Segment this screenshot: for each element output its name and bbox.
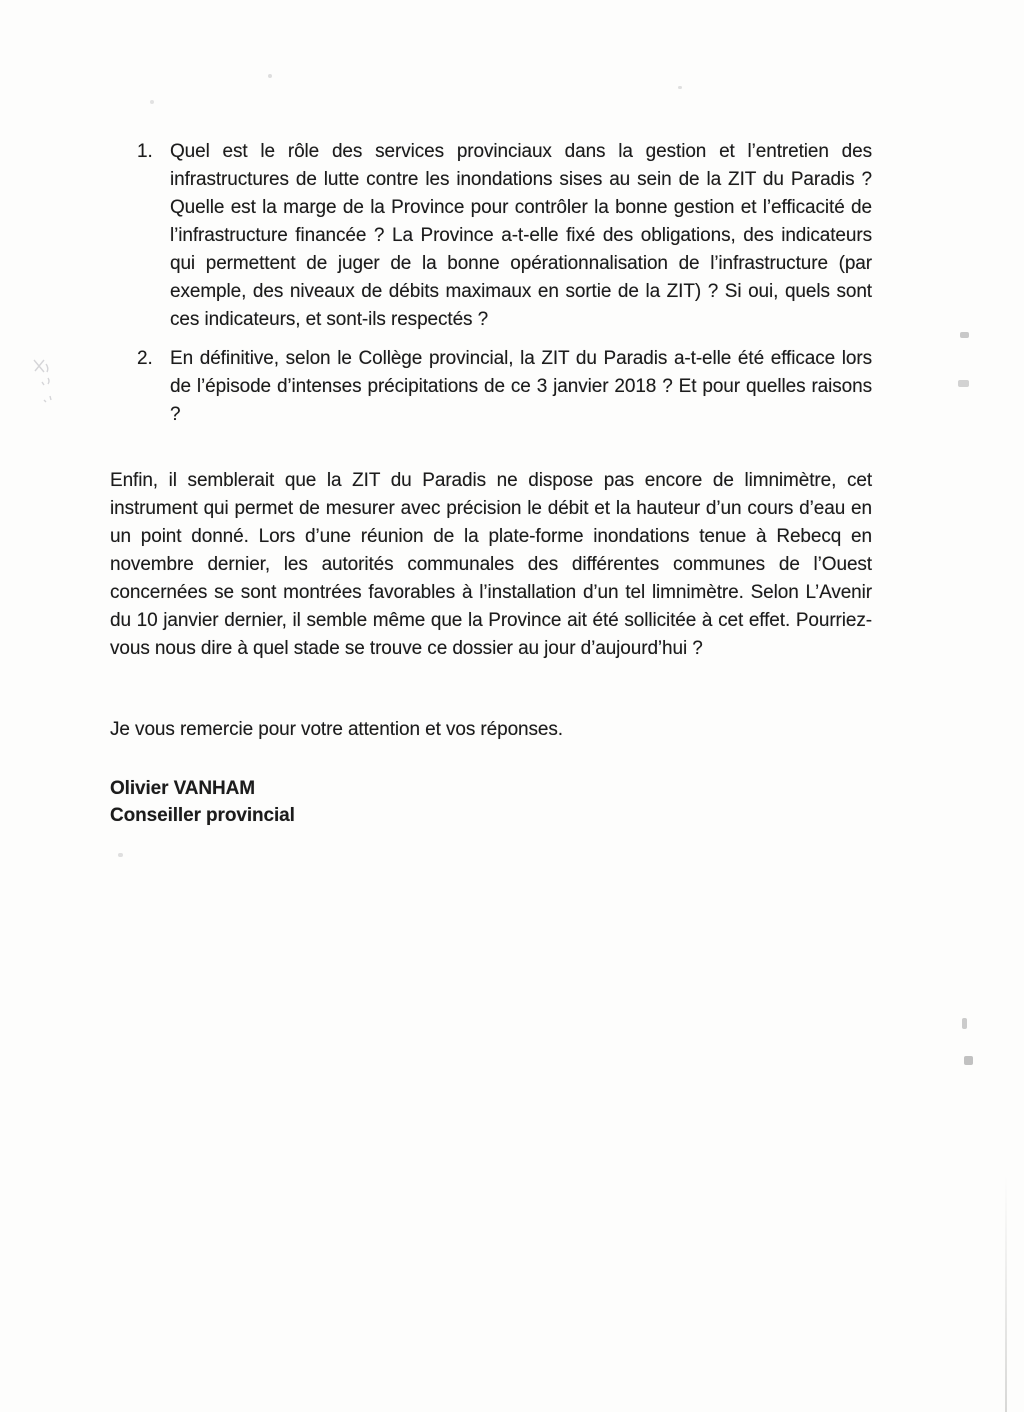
list-item: [137, 138, 872, 334]
signature-title: Conseiller provincial: [110, 805, 295, 826]
scan-speck: [960, 332, 969, 338]
scan-speck: [118, 853, 123, 857]
list-item: [137, 345, 872, 429]
list-item-text: Quel est le rôle des services provinciaux dans la gestion et l’entretien des infrastructures de lutte contre les inondations sises au sein de la ZIT du Paradis ? Quelle est la marge de la Province pour contrôler la bonne gestion et l’efficacité de l’infrastructure financée ? La Province a-t-elle fixé des obligations, des indicateurs qui permettent de juger de la bonne opérationnalisation de l’infrastructure (par exemple, des niveaux de débits maximaux en sortie de la ZIT) ? Si oui, quels sont ces indicateurs, et sont-ils respectés ?: [170, 141, 872, 330]
list-item-text: En définitive, selon le Collège provincial, la ZIT du Paradis a-t-elle été efficace lors de l’épisode d’intenses précipitations de ce 3 janvier 2018 ? Et pour quelles raisons ?: [170, 348, 872, 425]
signature-name: Olivier VANHAM: [110, 778, 255, 799]
question-list: [137, 138, 872, 440]
scan-speck: [964, 1056, 973, 1065]
signature-block: [110, 775, 295, 829]
scan-edge-line: [1005, 1175, 1007, 1412]
list-item-number: 1.: [137, 141, 153, 162]
scan-speck: [962, 1018, 967, 1029]
scan-speck: [150, 100, 154, 104]
scan-speck: [678, 86, 682, 89]
scan-speck: [958, 380, 969, 387]
closing-line: Je vous remercie pour votre attention et vos réponses.: [110, 719, 563, 740]
pencil-smudge-left-margin: [24, 352, 70, 408]
paragraph-limnimetre: Enfin, il semblerait que la ZIT du Paradis ne dispose pas encore de limnimètre, cet instrument qui permet de mesurer avec précision le débit et la hauteur d’un cours d’eau en un point donné. Lors d’une réunion de la plate-forme inondations tenue à Rebecq en novembre dernier, les autorités communales des différentes communes de l’Ouest concernées se sont montrées favorables à l’installation d’un tel limnimètre. Selon L’Avenir du 10 janvier dernier, il semble même que la Province ait été sollicitée à cet effet. Pourriez-vous nous dire à quel stade se trouve ce dossier au jour d’aujourd’hui ?: [110, 470, 872, 659]
list-item-number: 2.: [137, 348, 153, 369]
scan-speck: [268, 74, 272, 78]
